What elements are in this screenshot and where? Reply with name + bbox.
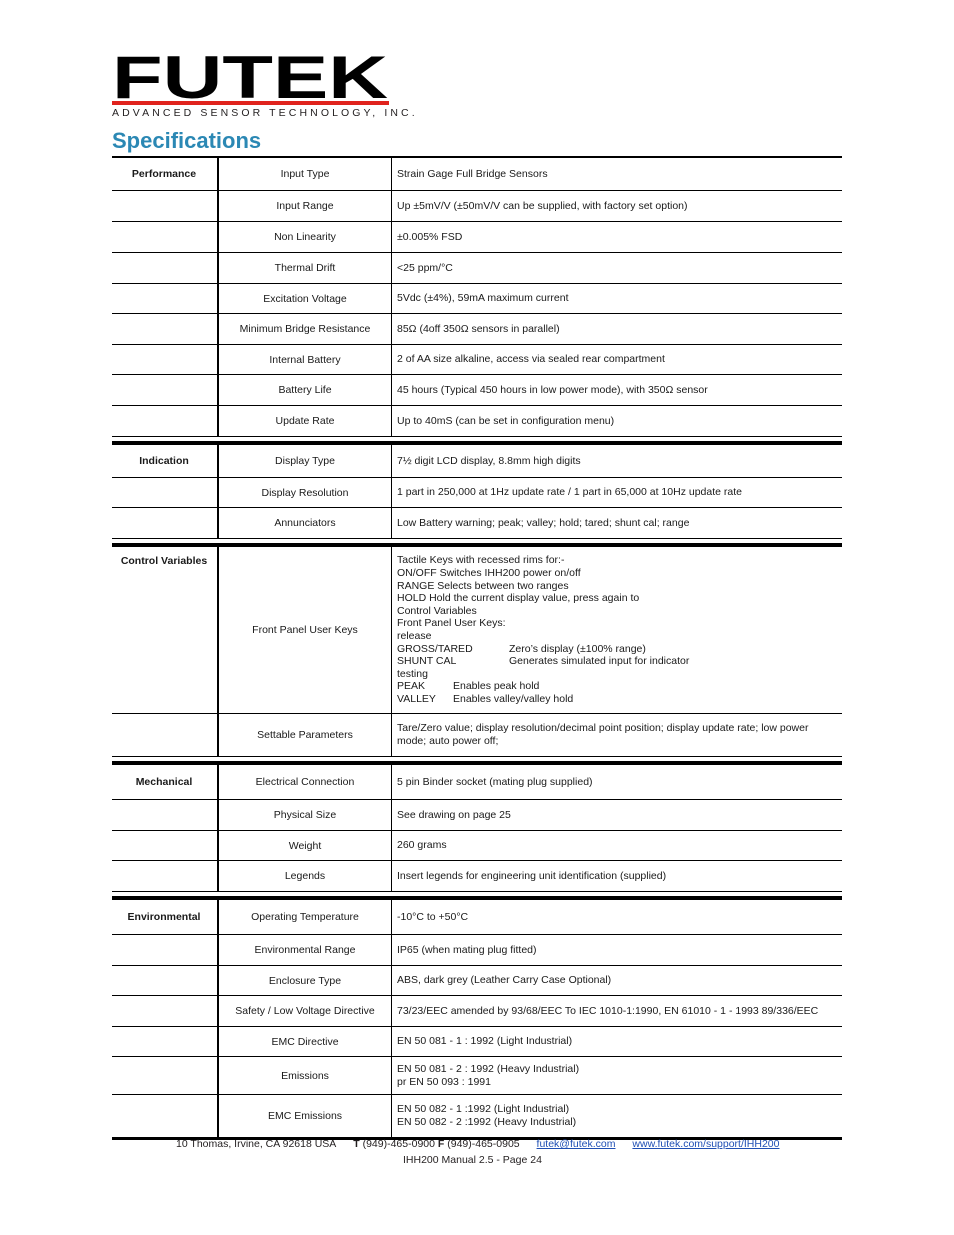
- spec-row: [112, 800, 842, 831]
- value-line: release: [397, 630, 432, 642]
- section-name: [112, 284, 216, 313]
- spec-row: [112, 1095, 842, 1138]
- spec-row: [112, 508, 842, 539]
- section-name: Control Variables: [120, 555, 208, 567]
- value-line: Strain Gage Full Bridge Sensors: [397, 167, 548, 180]
- parameter-value: [397, 1095, 842, 1137]
- section-name: [112, 406, 216, 436]
- parameter-name: Operating Temperature: [217, 900, 392, 934]
- spec-row: [112, 765, 842, 800]
- parameter-value: [397, 445, 842, 477]
- section-name: [112, 966, 216, 995]
- value-line: 5 pin Binder socket (mating plug supplied): [397, 775, 593, 788]
- value-line: 2 of AA size alkaline, access via sealed rear compartment: [397, 353, 665, 366]
- section-name: Indication: [139, 455, 189, 467]
- footer-fax-label: F: [437, 1138, 445, 1150]
- parameter-name: Electrical Connection: [217, 765, 392, 799]
- value-line: EN 50 082 - 1 :1992 (Light Industrial): [397, 1103, 570, 1116]
- section-name: [112, 508, 216, 538]
- futek-logo: [112, 54, 418, 120]
- parameter-name: Input Range: [217, 191, 392, 221]
- parameter-name: Display Resolution: [217, 478, 392, 507]
- parameter-value: [397, 406, 842, 436]
- value-line: 1 part in 250,000 at 1Hz update rate / 1 part in 65,000 at 10Hz update rate: [397, 486, 742, 499]
- section-name: [112, 345, 216, 374]
- spec-row: [112, 935, 842, 966]
- parameter-name: Legends: [217, 861, 392, 891]
- spec-row: [112, 445, 842, 478]
- value-line: Low Battery warning; peak; valley; hold; tared; shunt cal; range: [397, 516, 690, 529]
- spec-row: [112, 1057, 842, 1095]
- section-name: [112, 714, 216, 756]
- value-line: Tactile Keys with recessed rims for:-: [397, 554, 565, 567]
- footer-tel: (949)-465-0900: [362, 1138, 435, 1150]
- value-line: EN 50 081 - 1 : 1992 (Light Industrial): [397, 1035, 573, 1048]
- parameter-name: EMC Directive: [217, 1027, 392, 1056]
- logo-red-bar: [112, 101, 389, 105]
- value-line: -10°C to +50°C: [397, 910, 469, 923]
- section-name: [112, 1027, 216, 1056]
- value-line: See drawing on page 25: [397, 808, 511, 821]
- parameter-name: Enclosure Type: [217, 966, 392, 995]
- parameter-name: Battery Life: [217, 375, 392, 405]
- section-name: [112, 935, 216, 965]
- futek-wordmark: [112, 54, 388, 100]
- value-line: mode; auto power off;: [397, 735, 499, 747]
- parameter-value: [397, 478, 842, 507]
- parameter-name: Minimum Bridge Resistance: [217, 314, 392, 344]
- footer-address: 10 Thomas, Irvine, CA 92618 USA: [176, 1138, 337, 1150]
- spec-row: [112, 158, 842, 191]
- value-line: ABS, dark grey (Leather Carry Case Optional): [397, 974, 612, 987]
- value-line: EN 50 081 - 2 : 1992 (Heavy Industrial): [397, 1062, 580, 1075]
- svg-text:FUTEK: FUTEK: [112, 54, 388, 100]
- value-line: VALLEY Enables valley/valley hold: [397, 692, 574, 705]
- section-name: [112, 1095, 216, 1137]
- parameter-value: [397, 375, 842, 405]
- spec-row: [112, 831, 842, 861]
- parameter-name: Update Rate: [217, 406, 392, 436]
- value-line: GROSS/TARED Zero’s display (±100% range): [397, 642, 646, 655]
- parameter-name: Safety / Low Voltage Directive: [217, 996, 392, 1026]
- footer-website-link[interactable]: www.futek.com/support/IHH200: [632, 1138, 780, 1150]
- spec-row: [112, 996, 842, 1027]
- section-name: [112, 831, 216, 860]
- parameter-name: Front Panel User Keys: [217, 547, 392, 713]
- footer-email-link[interactable]: futek@futek.com: [536, 1138, 616, 1150]
- spec-row: [112, 900, 842, 935]
- parameter-value: [397, 861, 842, 891]
- parameter-name: Physical Size: [217, 800, 392, 830]
- section-name: [112, 996, 216, 1026]
- parameter-value: [397, 158, 842, 190]
- parameter-value: [397, 345, 842, 374]
- footer-page-number: IHH200 Manual 2.5 - Page 24: [403, 1154, 542, 1166]
- value-line: 45 hours (Typical 450 hours in low power mode), with 350Ω sensor: [397, 383, 708, 396]
- value-line: 260 grams: [397, 839, 447, 852]
- spec-row: [112, 406, 842, 437]
- value-line: 5Vdc (±4%), 59mA maximum current: [397, 292, 569, 305]
- section-name: Mechanical: [135, 776, 193, 788]
- page-title: Specifications: [112, 128, 262, 153]
- spec-row: [112, 253, 842, 284]
- footer-contact: [176, 1138, 954, 1150]
- spec-row: [112, 1027, 842, 1057]
- footer-tel-label: T: [353, 1138, 360, 1150]
- parameter-value: [397, 900, 842, 934]
- value-line: IP65 (when mating plug fitted): [397, 943, 537, 956]
- parameter-value: [397, 935, 842, 965]
- section-name: [112, 478, 216, 507]
- spec-row: [112, 222, 842, 253]
- spec-row: [112, 547, 842, 714]
- parameter-value: [397, 284, 842, 313]
- section-name: [112, 861, 216, 891]
- value-line: ±0.005% FSD: [397, 230, 463, 243]
- parameter-name: Non Linearity: [217, 222, 392, 252]
- section-name: [112, 800, 216, 830]
- section-name: [112, 314, 216, 344]
- parameter-name: Annunciators: [217, 508, 392, 538]
- parameter-value: [397, 1027, 842, 1056]
- parameter-value: [397, 765, 842, 799]
- parameter-value: [397, 191, 842, 221]
- value-line: Insert legends for engineering unit identification (supplied): [397, 869, 667, 882]
- parameter-name: Excitation Voltage: [217, 284, 392, 313]
- parameter-name: Display Type: [217, 445, 392, 477]
- value-line: HOLD Hold the current display value, press again to: [397, 592, 640, 605]
- value-line: Tare/Zero value; display resolution/decimal point position; display update rate; low power: [397, 722, 809, 735]
- spec-row: [112, 478, 842, 508]
- parameter-value: [397, 1057, 842, 1094]
- spec-row: [112, 314, 842, 345]
- value-line: Up ±5mV/V (±50mV/V can be supplied, with factory set option): [397, 199, 688, 212]
- section-name: [112, 222, 216, 252]
- spec-row: [112, 861, 842, 892]
- parameter-name: Input Type: [217, 158, 392, 190]
- section-name: [112, 375, 216, 405]
- value-line: Control Variables: [397, 604, 477, 617]
- parameter-value: [397, 508, 842, 538]
- parameter-value: [397, 547, 842, 713]
- spec-row: [112, 284, 842, 314]
- value-line: <25 ppm/°C: [397, 261, 453, 274]
- value-line: Up to 40mS (can be set in configuration menu): [397, 414, 615, 427]
- spec-row: [112, 345, 842, 375]
- value-line: ON/OFF Switches IHH200 power on/off: [397, 567, 581, 580]
- value-line: pr EN 50 093 : 1991: [397, 1075, 491, 1088]
- value-line: testing: [397, 667, 428, 680]
- parameter-value: [397, 996, 842, 1026]
- parameter-value: [397, 314, 842, 344]
- spec-row: [112, 714, 842, 757]
- parameter-value: [397, 800, 842, 830]
- section-name: Environmental: [127, 911, 201, 923]
- parameter-name: Thermal Drift: [217, 253, 392, 283]
- parameter-name: Weight: [217, 831, 392, 860]
- logo-tagline: ADVANCED SENSOR TECHNOLOGY, INC.: [112, 107, 418, 119]
- section-name: [112, 191, 216, 221]
- parameter-name: Settable Parameters: [217, 714, 392, 756]
- parameter-value: [397, 714, 842, 756]
- parameter-value: [397, 831, 842, 860]
- parameter-name: EMC Emissions: [217, 1095, 392, 1137]
- value-line: PEAK Enables peak hold: [397, 680, 540, 693]
- footer-fax: (949)-465-0905: [447, 1138, 520, 1150]
- parameter-name: Environmental Range: [217, 935, 392, 965]
- parameter-value: [397, 222, 842, 252]
- value-line: 7½ digit LCD display, 8.8mm high digits: [397, 454, 581, 467]
- value-line: RANGE Selects between two ranges: [397, 579, 569, 592]
- value-line: SHUNT CAL Generates simulated input for indicator: [397, 655, 690, 668]
- parameter-name: Emissions: [217, 1057, 392, 1094]
- value-line: Front Panel User Keys:: [397, 617, 506, 630]
- value-line: EN 50 082 - 2 :1992 (Heavy Industrial): [397, 1116, 577, 1128]
- section-name: Performance: [131, 168, 197, 180]
- spec-row: [112, 191, 842, 222]
- parameter-value: [397, 253, 842, 283]
- section-name: [112, 253, 216, 283]
- spec-row: [112, 375, 842, 406]
- spec-row: [112, 966, 842, 996]
- parameter-name: Internal Battery: [217, 345, 392, 374]
- value-line: 73/23/EEC amended by 93/68/EEC To IEC 1010-1:1990, EN 61010 - 1 - 1993 89/336/EEC: [397, 1004, 819, 1017]
- specifications-table: [112, 156, 842, 1140]
- value-line: 85Ω (4off 350Ω sensors in parallel): [397, 322, 560, 335]
- section-name: [112, 1057, 216, 1094]
- parameter-value: [397, 966, 842, 995]
